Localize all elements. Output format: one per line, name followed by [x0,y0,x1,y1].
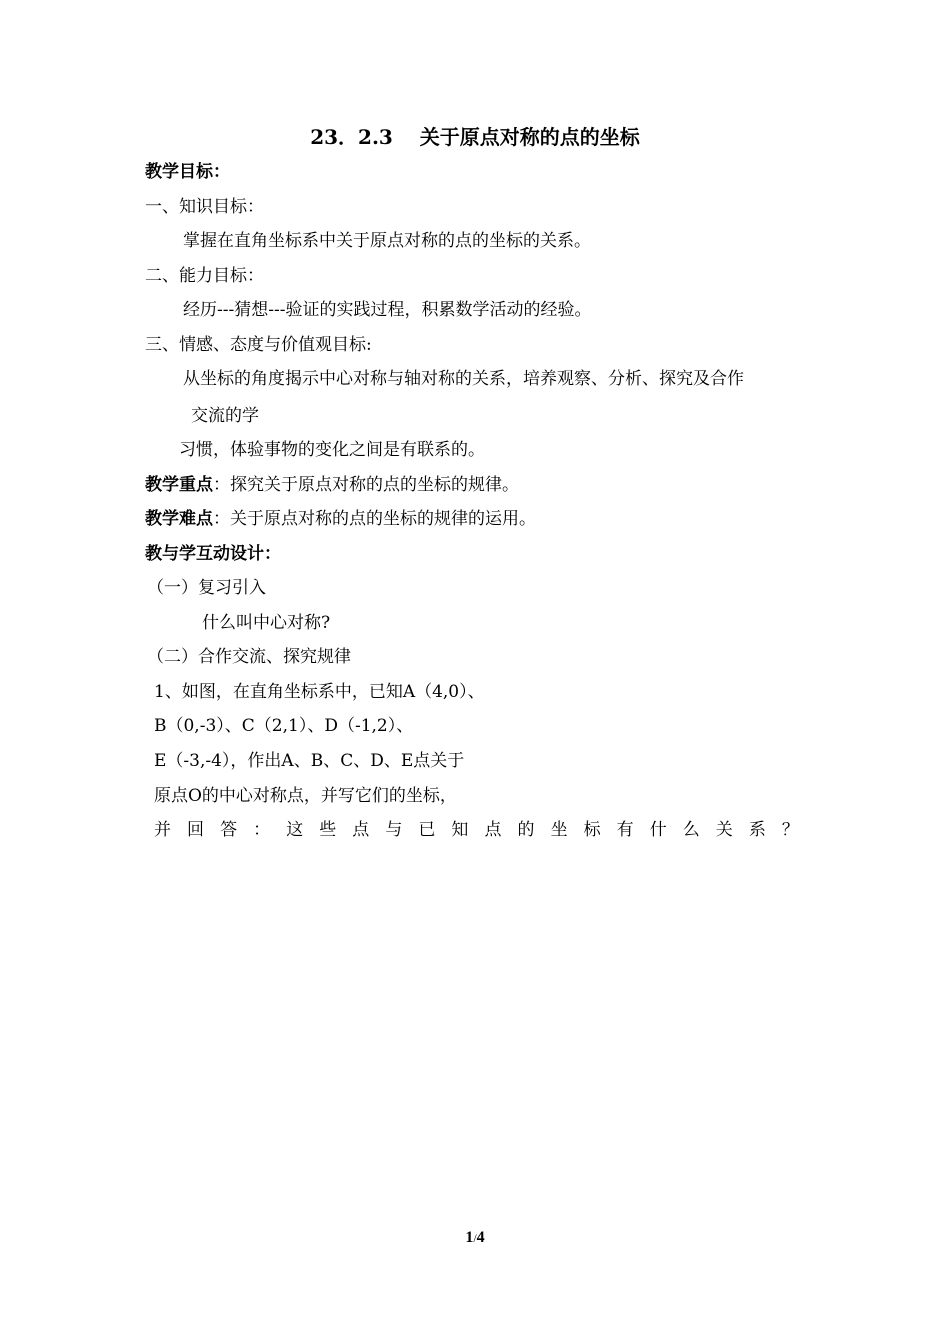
problem-line-5-char: 些 [319,820,337,840]
problem-line-5-char: ： [253,820,271,840]
problem-line-5-char: 这 [286,820,304,840]
problem-line-5-char: 坐 [550,820,568,840]
problem-line-5-char: 有 [616,820,634,840]
knowledge-text: 掌握在直角坐标系中关于原点对称的点的坐标的关系。 [183,231,591,251]
ability-heading: 二、能力目标： [145,266,264,286]
knowledge-heading: 一、知识目标： [145,197,264,217]
problem-line-5-char: 点 [484,820,502,840]
problem-line-5-char: ？ [781,820,799,840]
key-text: ：探究关于原点对称的点的坐标的规律。 [213,475,519,495]
problem-line-5-char: 与 [385,820,403,840]
section2-heading: （二）合作交流、探究规律 [147,647,351,667]
problem-line-3: E（-3,-4），作出A、B、C、D、E点关于 [154,751,465,771]
page-total: 4 [476,1229,485,1246]
section1-question: 什么叫中心对称? [202,613,331,633]
problem-line-5-char: 并 [154,820,171,840]
page-number: 1 [465,1229,474,1246]
problem-line-5-char: 关 [715,820,733,840]
section1-heading: （一）复习引入 [147,578,266,598]
problem-line-5-char: 系 [748,820,766,840]
emotion-text-1: 从坐标的角度揭示中心对称与轴对称的关系，培养观察、分析、探究及合作 [183,369,744,389]
difficulty-text: ：关于原点对称的点的坐标的规律的运用。 [213,509,536,529]
problem-line-4: 原点O的中心对称点，并写它们的坐标， [154,786,457,806]
problem-line-5-char: 知 [451,820,469,840]
problem-line-2: B（0,-3）、C（2,1）、D（-1,2）、 [154,716,414,736]
problem-line-5 [154,819,799,841]
problem-line-5-char: 已 [418,820,436,840]
interaction-heading: 教与学互动设计： [145,544,281,564]
difficulty-label: 教学难点 [145,509,213,529]
problem-line-5-char: 什 [649,820,667,840]
problem-line-5-char: 答 [220,820,238,840]
page-footer [0,1228,950,1248]
emotion-text-2: 交流的学 [191,406,259,426]
emotion-text-3: 习惯，体验事物的变化之间是有联系的。 [179,440,485,460]
page-title: 23．2.3 关于原点对称的点的坐标 [310,125,640,149]
objectives-heading: 教学目标： [145,162,230,182]
problem-line-5-char: 么 [682,820,700,840]
problem-line-5-char: 回 [187,820,205,840]
problem-line-1: 1、如图，在直角坐标系中，已知A（4,0）、 [154,682,485,702]
emotion-heading: 三、情感、态度与价值观目标: [145,335,372,355]
page-separator: / [473,1231,477,1245]
problem-line-5-char: 点 [352,820,370,840]
problem-line-5-char: 的 [517,820,535,840]
difficulty-point [145,508,536,530]
key-point [145,474,519,496]
key-label: 教学重点 [145,475,213,495]
ability-text: 经历---猜想---验证的实践过程，积累数学活动的经验。 [183,300,592,320]
problem-line-5-char: 标 [583,820,601,840]
